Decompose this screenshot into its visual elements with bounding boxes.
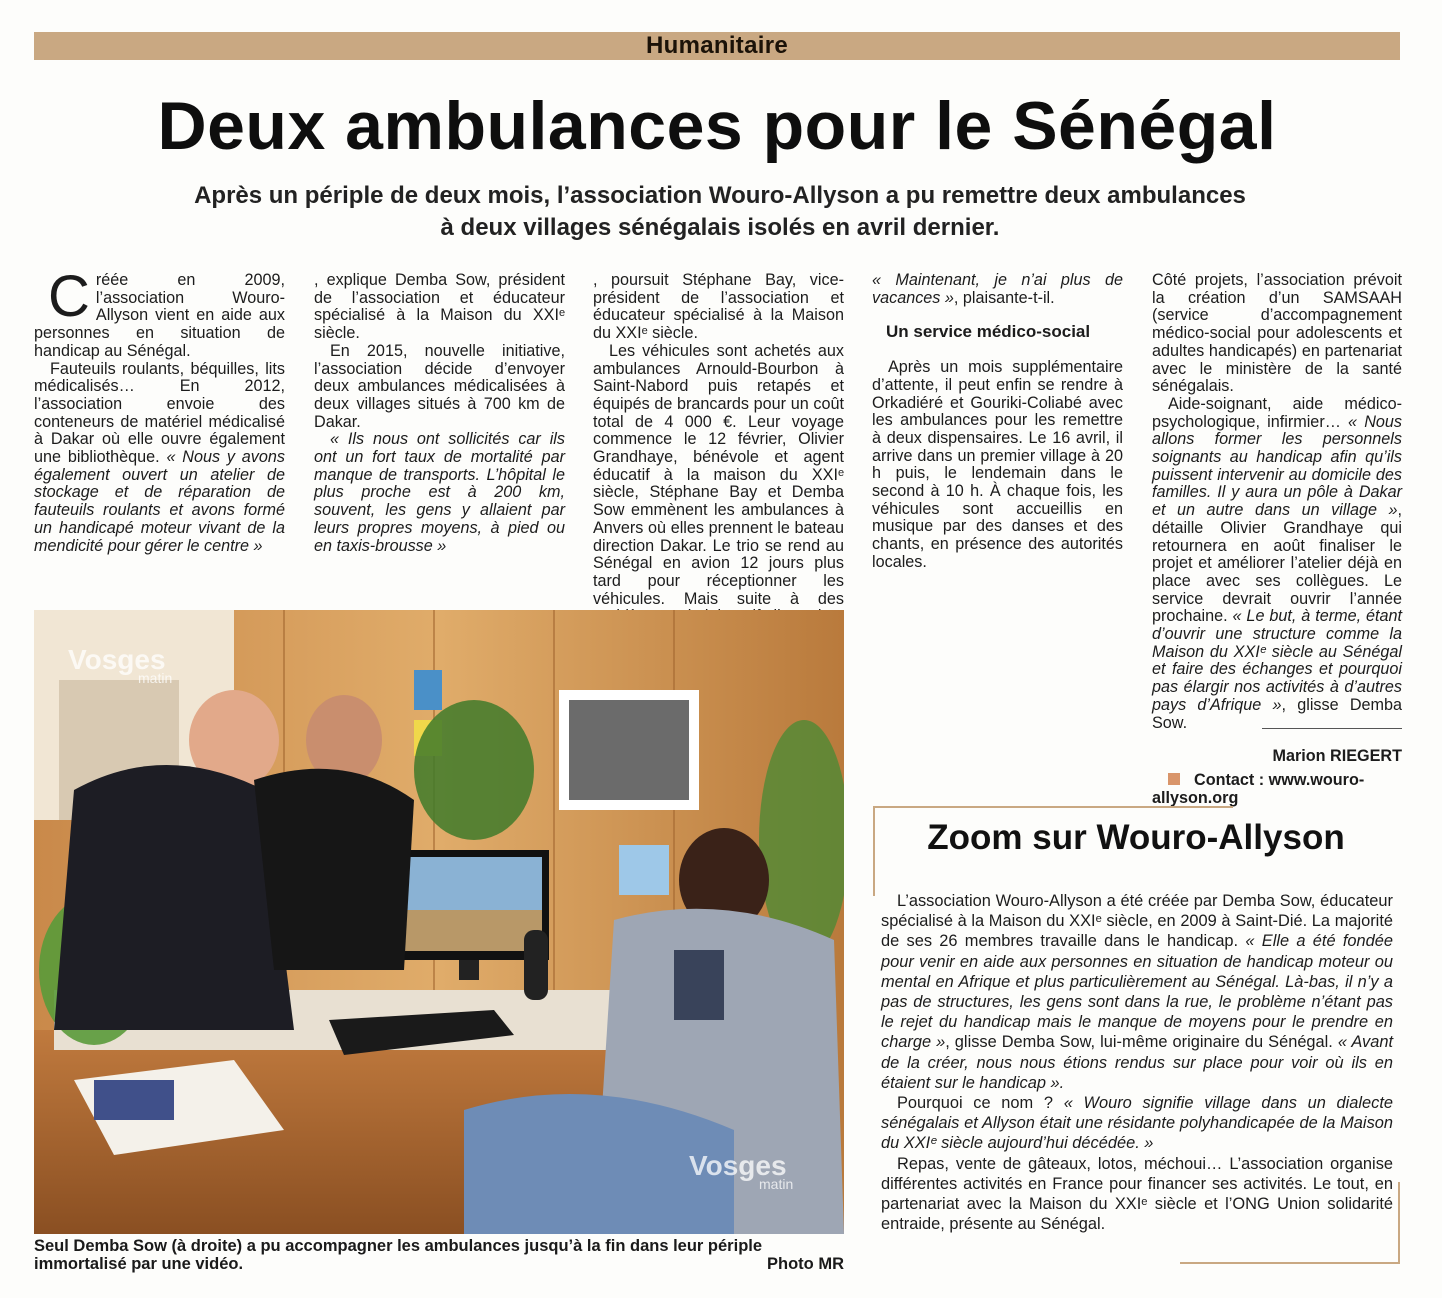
article-paragraph-4b: , poursuit Stéphane Bay, vice-président de l’association et éducateur spécialisé à la Maison du XXIᵉ siècle. [593, 271, 844, 343]
box-quote-1: « Elle a été fondée pour venir en aide aux personnes en situation de handicap moteur ou mental en Afrique et plus particulièrement au Sénégal. Là-bas, il n’y a pas de structures, les gens sont dans la rue, le problème n’étant pas le rejet du handicap mais le manque de moyens pour le prendre en charge » [881, 932, 1393, 1052]
box-paragraph-3: Repas, vente de gâteaux, lotos, méchoui… L’association organise différentes activités en France pour financer ses activités. Le tout, en partenariat avec la Maison du XXIᵉ siècle et l’ONG Union solidarité entraide, présente au Sénégal. [881, 1154, 1393, 1234]
box-paragraph-1a: L’association Wouro-Allyson a été créée par Demba Sow, éducateur spécialisé à la Maison du XXIᵉ siècle, en 2009 à Saint-Dié. La majorité de ses 26 membres travaille dans le handicap. [881, 892, 1393, 951]
box-body [881, 891, 1393, 1234]
headline: Deux ambulances pour le Sénégal [157, 88, 1277, 164]
box-quote-3: « Wouro signifie village dans un dialecte sénégalais et Allyson était une résidante polyhandicapée de la Maison du XXIᵉ siècle aujourd’hui décédée. » [881, 1094, 1393, 1153]
watermark-bottom [689, 1150, 793, 1192]
box-title: Zoom sur Wouro-Allyson [927, 818, 1345, 857]
byline-rule [1262, 728, 1402, 729]
author-byline: Marion RIEGERT [1272, 747, 1402, 766]
standfirst [60, 180, 1380, 244]
article-column-4 [872, 272, 1123, 572]
article-paragraph-2b: , explique Demba Sow, président de l’association et éducateur spécialisé à la Maison du XXIᵉ siècle. [314, 271, 565, 343]
box-paragraph-1b: , glisse Demba Sow, lui-même originaire du Sénégal. [945, 1033, 1338, 1052]
article-photo [34, 610, 844, 1234]
square-bullet-icon [1168, 773, 1180, 785]
article-quote-5: « Le but, à terme, étant d’ouvrir une structure comme la Maison du XXIᵉ siècle au Sénégal et faire des échanges et pourquoi pas élargir nos activités à d’autres pays d’Afrique » [1152, 607, 1402, 714]
contact-label: Contact : [1194, 770, 1265, 789]
watermark-top-sub: matin [138, 670, 173, 686]
article-column-2 [314, 272, 565, 555]
photo-caption [34, 1237, 844, 1273]
article-quote-3: « Maintenant, je n’ai plus de vacances » [872, 271, 1123, 307]
article-paragraph-8a: Aide-soignant, aide médico-psychologique, infirmier… [1152, 394, 1402, 431]
box-quote-2: « Avant de la créer, nous nous étions rendus sur place pour voir où ils en étaient sur le handicap ». [881, 1033, 1394, 1092]
article-paragraph-8b: , détaille Olivier Grandhaye qui retournera en août finaliser le projet et améliorer l’atelier déjà en place avec ses collègues. Le service devrait ouvrir l’année prochaine. [1152, 501, 1402, 626]
drop-cap: C [48, 264, 90, 329]
section-rubric [34, 32, 1400, 60]
photo-caption-text: Seul Demba Sow (à droite) a pu accompagner les ambulances jusqu’à la fin dans leur périple immortalisé par une vidéo. [34, 1237, 763, 1273]
article-paragraph-1: réée en 2009, l’association Wouro-Allyson vient en aide aux personnes en situation de handicap au Sénégal. [34, 271, 285, 360]
rubric-label: Humanitaire [645, 32, 788, 59]
article-quote-1: « Nous y avons également ouvert un atelier de stockage et de réparation de fauteuils roulants et avons formé un handicapé moteur vivant de la mendicité pour gérer le centre » [34, 448, 285, 555]
article-paragraph-7: Côté projets, l’association prévoit la création d’un SAMSAAH (service d’accompagnement médico-social pour adolescents et adultes handicapés) en partenariat avec le ministère de la santé sénégalais. [1152, 271, 1402, 396]
article-column-1 [34, 264, 285, 555]
contact-line [1152, 772, 1402, 807]
article-paragraph-8c: , glisse Demba Sow. [1152, 695, 1402, 732]
box-paragraph-2a: Pourquoi ce nom ? [897, 1094, 1064, 1113]
watermark-bottom-sub: matin [759, 1176, 794, 1192]
article-paragraph-3: En 2015, nouvelle initiative, l’association décide d’envoyer deux ambulances médicalisées à deux villages situés à 700 km de Dakar. [314, 341, 565, 431]
article-subhead: Un service médico-social [886, 322, 1091, 342]
photo-credit: Photo MR [767, 1255, 844, 1273]
watermark-top [68, 644, 172, 686]
watermark-top-text: Vosges [68, 644, 166, 675]
article-quote-2: « Ils nous ont sollicités car ils ont un fort taux de mortalité par manque de transports. L’hôpital le plus proche est à 200 km, souvent, les gens y allaient par leurs propres moyens, à pied ou en taxis-brousse » [314, 430, 565, 555]
article-paragraph-5: Les véhicules sont achetés aux ambulances Arnould-Bourbon à Saint-Nabord puis retapés et équipés de brancards pour un coût total de 4 000 €. Leur voyage commence le 12 février, Olivier Grandhaye, bénévole et agent éducatif à la maison du XXIᵉ siècle, Stéphane Bay et Demba Sow emmènent les ambulances à Anvers où elles prennent le bateau direction Dakar. Le trio se rend au Sénégal en avion 12 jours plus tard pour réceptionner les véhicules. Mais suite à des [593, 341, 844, 608]
article-paragraph-2a: Fauteuils roulants, béquilles, lits médicalisés… En 2012, l’association envoie des conteneurs de matériel médicalisé à Dakar où elle ouvre également une bibliothèque. [34, 359, 285, 467]
office-scene-illustration [34, 610, 844, 1234]
standfirst-line-2: à deux villages sénégalais isolés en avril dernier. [440, 214, 1000, 241]
contact-link[interactable]: www.wouro-allyson.org [1152, 770, 1365, 807]
article-quote-4: « Nous allons former les personnels soignants au handicap afin qu’ils puissent intervenir au domicile des familles. Il y aura un pôle à Dakar et un autre dans un village » [1152, 412, 1402, 520]
article-paragraph-6: Après un mois supplémentaire d’attente, il peut enfin se rendre à Orkadiéré et Gouriki-Coliabé avec les ambulances pour les remettre à deux dispensaires. Le 16 avril, il arrive dans un premier village à 20 h puis, le lendemain dans le second à 10 h. À chaque fois, les véhicules sont accueillis en musique par des danses et des chants, en présence des autorités locales. [872, 358, 1123, 571]
article-paragraph-5b: , plaisante-t-il. [953, 288, 1055, 307]
watermark-bottom-text: Vosges [689, 1150, 787, 1181]
standfirst-line-1: Après un périple de deux mois, l’association Wouro-Allyson a pu remettre deux ambulances [194, 182, 1246, 209]
